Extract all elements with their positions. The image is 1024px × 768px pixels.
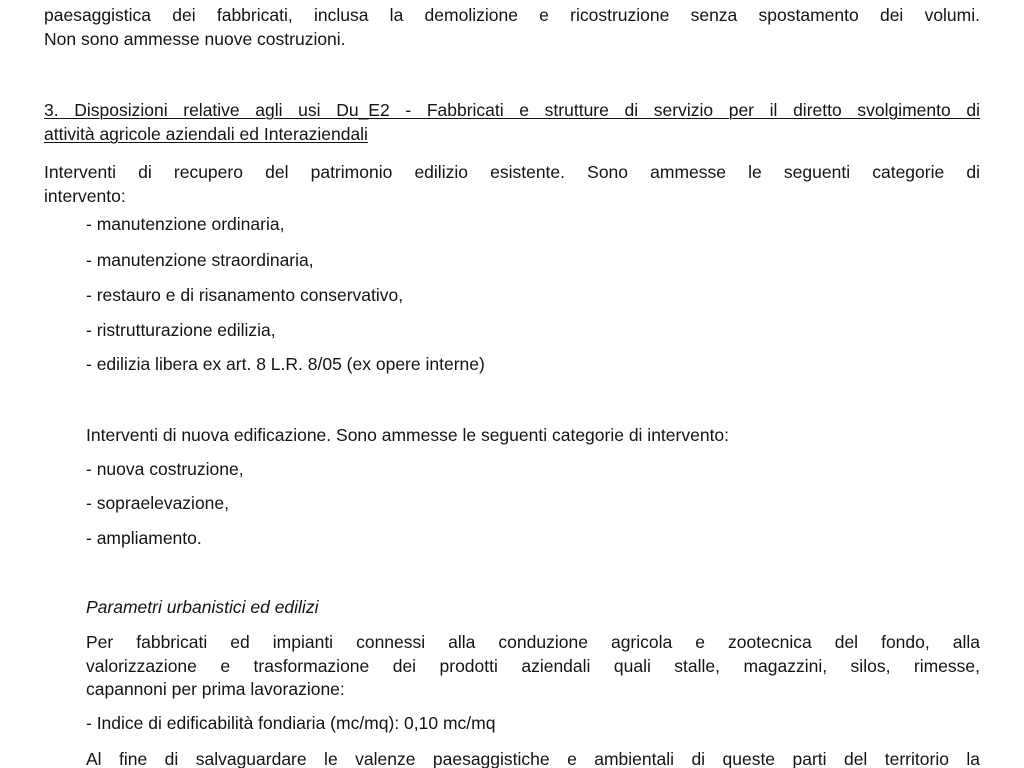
section-heading-line-2: attività agricole aziendali ed Interaziendali (44, 124, 368, 144)
list-item: - edilizia libera ex art. 8 L.R. 8/05 (ex opere interne) (86, 354, 485, 374)
fabbricati-paragraph-line-2: valorizzazione e trasformazione dei prodotti aziendali quali stalle, magazzini, silos, rimesse, (86, 656, 980, 676)
indice-edificabilita: - Indice di edificabilità fondiaria (mc/mq): 0,10 mc/mq (86, 713, 496, 733)
list-item: - nuova costruzione, (86, 459, 244, 479)
parametri-title: Parametri urbanistici ed edilizi (86, 597, 319, 617)
intro-line-2: Non sono ammesse nuove costruzioni. (44, 29, 346, 49)
list-item: - ampliamento. (86, 528, 202, 548)
list-item: - manutenzione ordinaria, (86, 214, 285, 234)
section-heading-line-1: 3. Disposizioni relative agli usi Du_E2 - Fabbricati e strutture di servizio per il diretto svolgimento di (44, 100, 980, 120)
fabbricati-paragraph-line-3: capannoni per prima lavorazione: (86, 679, 345, 699)
fine-paragraph-line-1: Al fine di salvaguardare le valenze paesaggistiche e ambientali di queste parti del territorio la (86, 749, 980, 768)
intro-line-1: paesaggistica dei fabbricati, inclusa la demolizione e ricostruzione senza spostamento dei volumi. (44, 5, 980, 25)
list-item: - restauro e di risanamento conservativo, (86, 285, 404, 305)
recupero-paragraph-line-2: intervento: (44, 186, 126, 206)
list-item: - ristrutturazione edilizia, (86, 320, 276, 340)
list-item: - sopraelevazione, (86, 493, 229, 513)
recupero-paragraph-line-1: Interventi di recupero del patrimonio edilizio esistente. Sono ammesse le seguenti categorie di (44, 162, 980, 182)
list-item: - manutenzione straordinaria, (86, 250, 314, 270)
fabbricati-paragraph-line-1: Per fabbricati ed impianti connessi alla conduzione agricola e zootecnica del fondo, alla (86, 632, 980, 652)
nuova-edificazione-intro: Interventi di nuova edificazione. Sono ammesse le seguenti categorie di intervento: (86, 425, 730, 445)
